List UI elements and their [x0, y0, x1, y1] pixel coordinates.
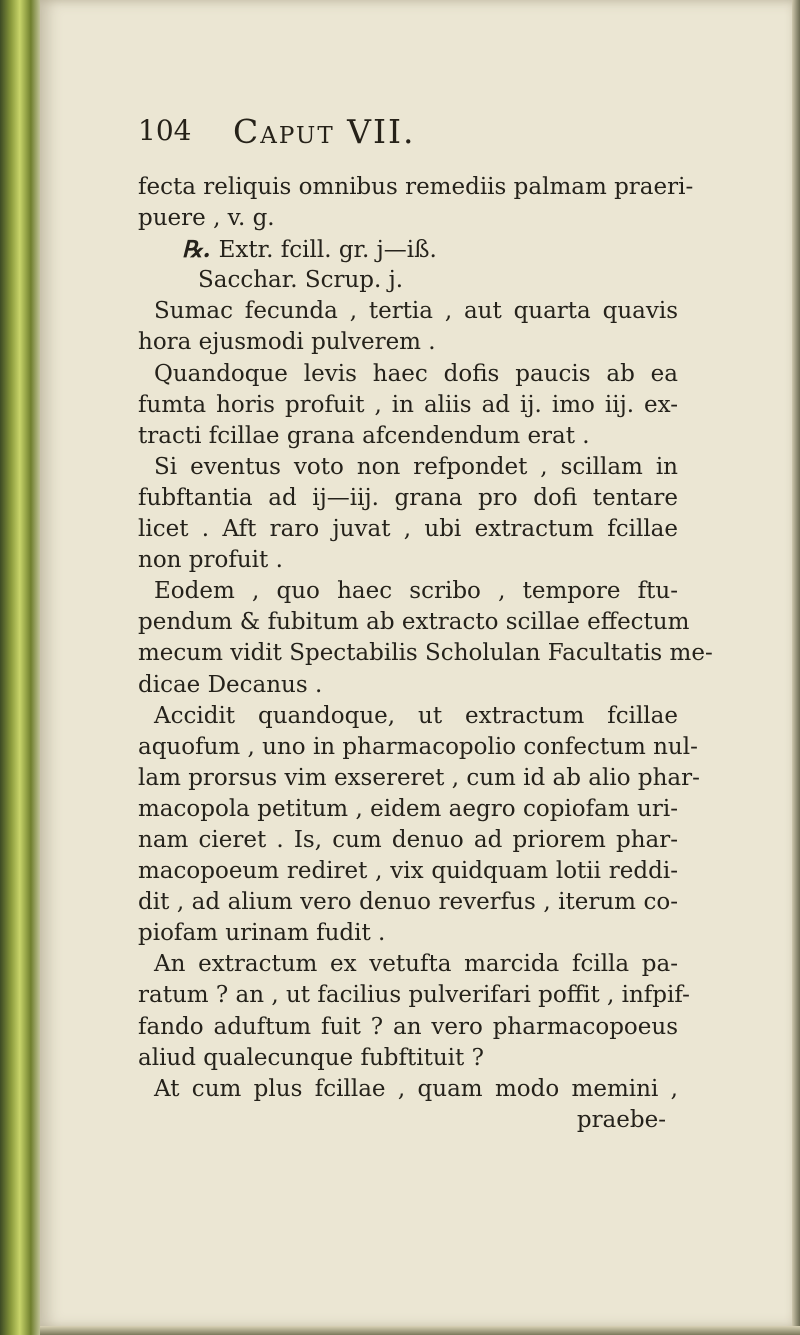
text-line: aliud qualecunque fubftituit ? [138, 1044, 484, 1071]
text-line: nam cieret . Is, cum denuo ad priorem phar- [138, 826, 678, 853]
text-line: aquofum , uno in pharmacopolio confectum nul- [138, 733, 698, 760]
recipe-line [138, 234, 678, 265]
text-line: non profuit . [138, 547, 283, 574]
text-line: tracti fcillae grana afcendendum erat . [138, 422, 590, 449]
text-line: Sumac fecunda , tertia , aut quarta quavis [154, 298, 678, 325]
text-line: Eodem , quo haec scribo , tempore ftu- [154, 578, 678, 605]
text-line: An extractum ex vetufta marcida fcilla pa- [154, 951, 678, 978]
page-edge-bottom [40, 1326, 800, 1335]
recipe-icon: ℞. [182, 236, 211, 264]
text-line: dicae Decanus . [138, 671, 323, 698]
text-line: Si eventus voto non refpondet , scillam in [154, 453, 678, 480]
text-line: At cum plus fcillae , quam modo memini , [154, 1075, 678, 1102]
text-line: macopoeum rediret , vix quidquam lotii reddi- [138, 858, 678, 885]
text-line: pendum & fubitum ab extracto scillae effectum [138, 609, 690, 636]
running-head: Caput VII. [233, 112, 416, 151]
text-line: Accidit quandoque, ut extractum fcillae [154, 702, 678, 729]
text-line: fumta horis profuit , in aliis ad ij. imo iij. ex- [138, 391, 678, 418]
text-line: Quandoque levis haec dofis paucis ab ea [154, 360, 678, 387]
text-line: hora ejusmodi pulverem . [138, 329, 436, 356]
text-line: dit , ad alium vero denuo reverfus , iterum co- [138, 889, 678, 916]
text-line: mecum vidit Spectabilis Scholulan Facultatis me- [138, 640, 713, 667]
text-line: piofam urinam fudit . [138, 920, 386, 947]
catchword: praebe- [576, 1106, 666, 1133]
text-line: fecta reliquis omnibus remediis palmam praeri- [138, 174, 694, 200]
text-line: fubftantia ad ij—iij. grana pro dofi tentare [138, 484, 678, 511]
page-edge-right [792, 0, 800, 1335]
text-line: fando aduftum fuit ? an vero pharmacopoeus [138, 1013, 678, 1040]
text-line: lam prorsus vim exsereret , cum id ab alio phar- [138, 764, 700, 791]
book-spine [0, 0, 44, 1335]
text-line: macopola petitum , eidem aegro copiofam uri- [138, 795, 678, 822]
text-line: Sacchar. Scrup. j. [198, 267, 404, 294]
text-line: puere , v. g. [138, 205, 275, 232]
page-number: 104 [138, 114, 192, 147]
text-line: Extr. fcill. gr. j—iß. [218, 237, 437, 264]
page-header [138, 112, 698, 152]
text-line: licet . Aft raro juvat , ubi extractum fcillae [138, 516, 678, 543]
text-line: ratum ? an , ut facilius pulverifari poffit , infpif- [138, 982, 690, 1009]
body-text [138, 172, 713, 1136]
